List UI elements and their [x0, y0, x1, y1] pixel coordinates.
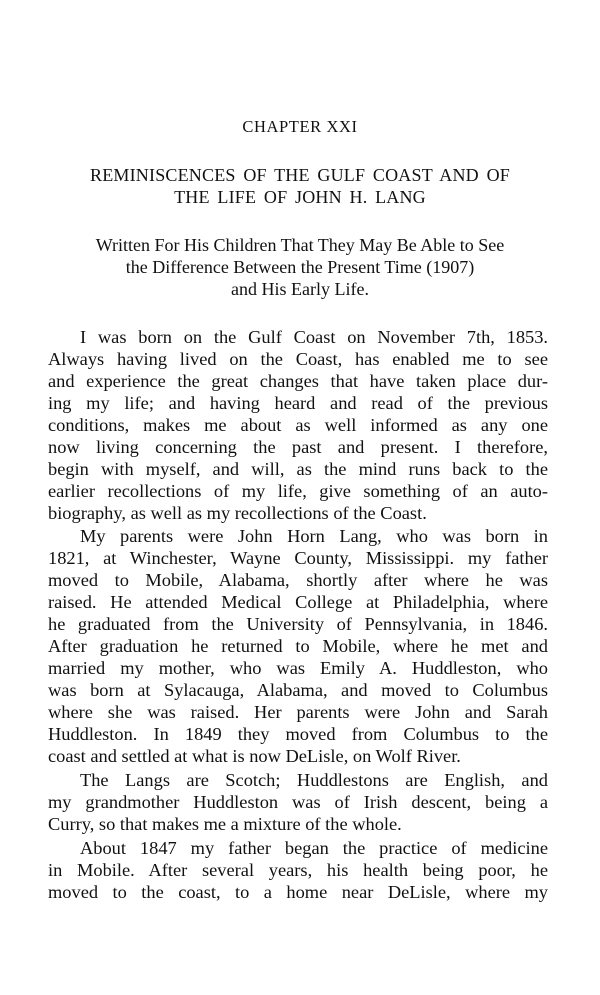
title-line-1: REMINISCENCES OF THE GULF COAST AND OF [90, 165, 510, 185]
body-line: coast and settled at what is now DeLisle, on Wolf River. [48, 746, 461, 766]
body-line: Huddleston. In 1849 they moved from Columbus to the [48, 724, 548, 744]
body-line: conditions, makes me about as well informed as any one [48, 415, 548, 435]
body-line: I was born on the Gulf Coast on November 7th, 1853. [80, 327, 548, 347]
body-line: biography, as well as my recollections of the Coast. [48, 503, 427, 523]
body-line: was born at Sylacauga, Alabama, and moved to Columbus [48, 680, 548, 700]
body-line: begin with myself, and will, as the mind runs back to the [48, 459, 548, 479]
body-line: raised. He attended Medical College at Philadelphia, where [48, 592, 548, 612]
body-line: After graduation he returned to Mobile, where he met and [48, 636, 548, 656]
body-line: and experience the great changes that have taken place dur- [48, 371, 548, 391]
body-line: moved to the coast, to a home near DeLisle, where my [48, 882, 548, 902]
body-line: The Langs are Scotch; Huddlestons are English, and [80, 770, 548, 790]
body-line: earlier recollections of my life, give something of an auto- [48, 481, 548, 501]
body-line: About 1847 my father began the practice of medicine [80, 838, 548, 858]
chapter-heading: CHAPTER XXI [242, 117, 358, 136]
body-line: Curry, so that makes me a mixture of the whole. [48, 814, 402, 834]
body-line: Always having lived on the Coast, has enabled me to see [48, 349, 548, 369]
body-line: my grandmother Huddleston was of Irish descent, being a [48, 792, 548, 812]
body-line: where she was raised. Her parents were John and Sarah [48, 702, 548, 722]
title-line-2: THE LIFE OF JOHN H. LANG [174, 187, 426, 207]
body-line: he graduated from the University of Pennsylvania, in 1846. [48, 614, 548, 634]
body-line: married my mother, who was Emily A. Huddleston, who [48, 658, 548, 678]
body-line: now living concerning the past and present. I therefore, [48, 437, 548, 457]
subtitle-line-3: and His Early Life. [231, 279, 369, 299]
body-line: ing my life; and having heard and read of the previous [48, 393, 548, 413]
body-line: My parents were John Horn Lang, who was born in [80, 526, 548, 546]
subtitle-line-1: Written For His Children That They May Be Able to See [95, 235, 505, 255]
body-line: moved to Mobile, Alabama, shortly after where he was [48, 570, 548, 590]
subtitle-line-2: the Difference Between the Present Time (1907) [125, 257, 475, 277]
body-line: in Mobile. After several years, his health being poor, he [48, 860, 548, 880]
body-line: 1821, at Winchester, Wayne County, Mississippi. my father [48, 548, 548, 568]
